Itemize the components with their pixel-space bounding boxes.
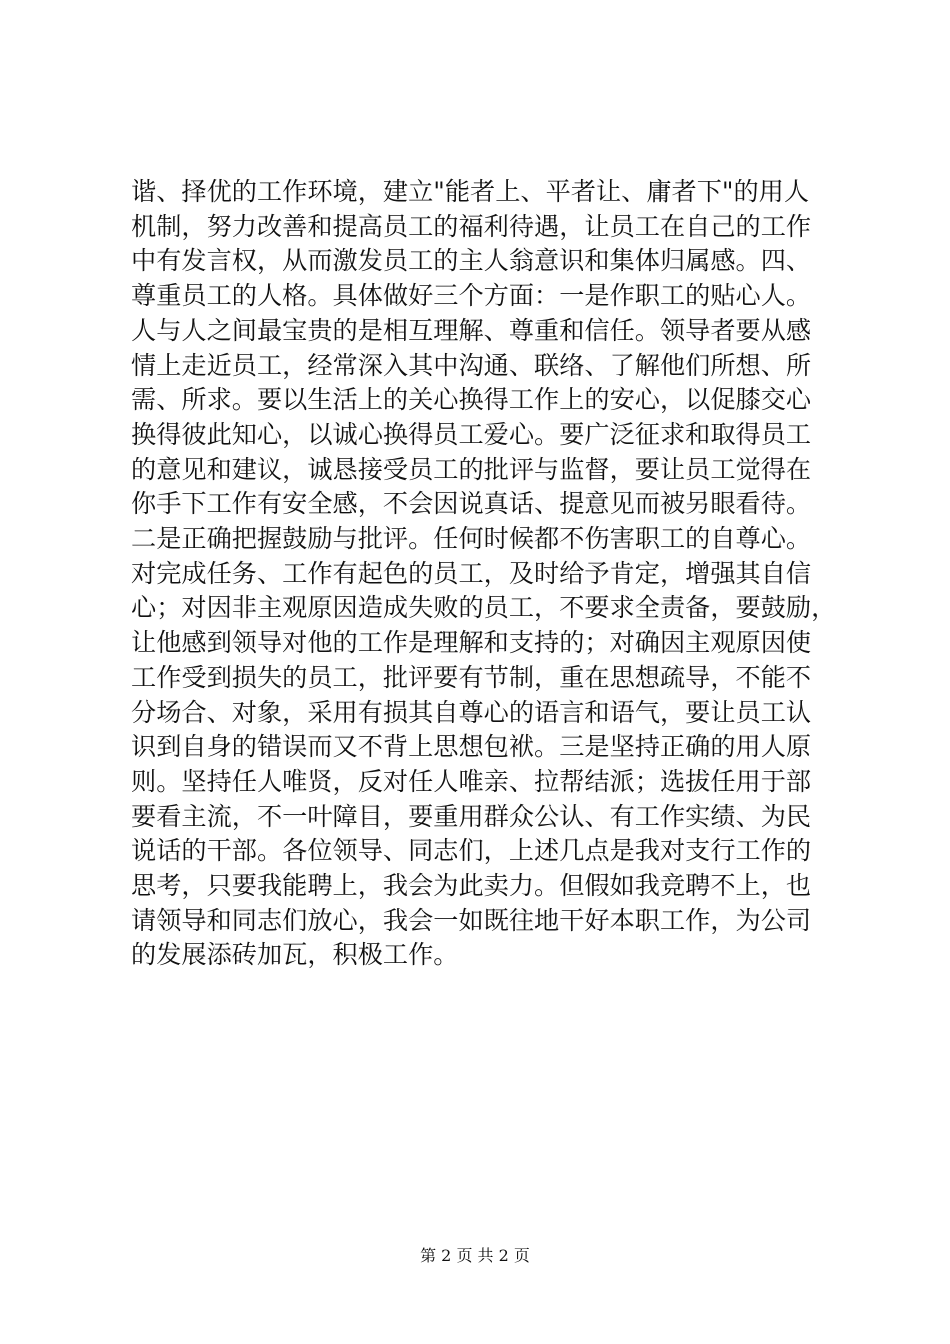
text-line: 需、所求。要以生活上的关心换得工作上的安心，以促膝交心 bbox=[131, 385, 812, 415]
text-line: 谐、择优的工作环境，建立"能者上、平者让、庸者下"的用人 bbox=[131, 177, 810, 206]
text-line: 中有发言权，从而激发员工的主人翁意识和集体归属感。四、 bbox=[131, 246, 812, 276]
text-line: 的发展添砖加瓦，积极工作。 bbox=[131, 940, 459, 970]
page-footer bbox=[0, 1246, 950, 1266]
text-line: 人与人之间最宝贵的是相互理解、尊重和信任。领导者要从感 bbox=[131, 315, 812, 345]
text-line: 思考，只要我能聘上，我会为此卖力。但假如我竞聘不上，也 bbox=[131, 871, 812, 901]
text-line: 说话的干部。各位领导、同志们，上述几点是我对支行工作的 bbox=[131, 836, 812, 866]
text-line: 让他感到领导对他的工作是理解和支持的；对确因主观原因使 bbox=[131, 628, 812, 658]
text-line: 的意见和建议，诚恳接受员工的批评与监督，要让员工觉得在 bbox=[131, 454, 812, 484]
text-line: 分场合、对象，采用有损其自尊心的语言和语气，要让员工认 bbox=[131, 697, 812, 727]
text-line: 则。坚持任人唯贤，反对任人唯亲、拉帮结派；选拔任用于部 bbox=[131, 766, 812, 796]
text-line: 要看主流，不一叶障目，要重用群众公认、有工作实绩、为民 bbox=[131, 801, 812, 831]
text-line: 识到自身的错误而又不背上思想包袱。三是坚持正确的用人原 bbox=[131, 732, 812, 762]
text-line: 换得彼此知心，以诚心换得员工爱心。要广泛征求和取得员工 bbox=[131, 419, 812, 449]
page-number-label: 第 2 页 共 2 页 bbox=[420, 1246, 530, 1265]
text-line: 你手下工作有安全感，不会因说真话、提意见而被另眼看待。 bbox=[131, 489, 812, 519]
text-line: 尊重员工的人格。具体做好三个方面：一是作职工的贴心人。 bbox=[131, 281, 812, 311]
text-line: 二是正确把握鼓励与批评。任何时候都不伤害职工的自尊心。 bbox=[131, 524, 812, 554]
text-line: 对完成任务、工作有起色的员工，及时给予肯定，增强其自信 bbox=[131, 558, 812, 588]
body-paragraph bbox=[131, 175, 837, 973]
text-line: 情上走近员工，经常深入其中沟通、联络、了解他们所想、所 bbox=[131, 350, 812, 380]
text-line: 机制，努力改善和提高员工的福利待遇，让员工在自己的工作 bbox=[131, 211, 812, 241]
text-line: 请领导和同志们放心，我会一如既往地干好本职工作，为公司 bbox=[131, 905, 812, 935]
text-line: 工作受到损失的员工，批评要有节制，重在思想疏导，不能不 bbox=[131, 662, 812, 692]
text-line: 心；对因非主观原因造成失败的员工，不要求全责备，要鼓励， bbox=[131, 593, 837, 623]
